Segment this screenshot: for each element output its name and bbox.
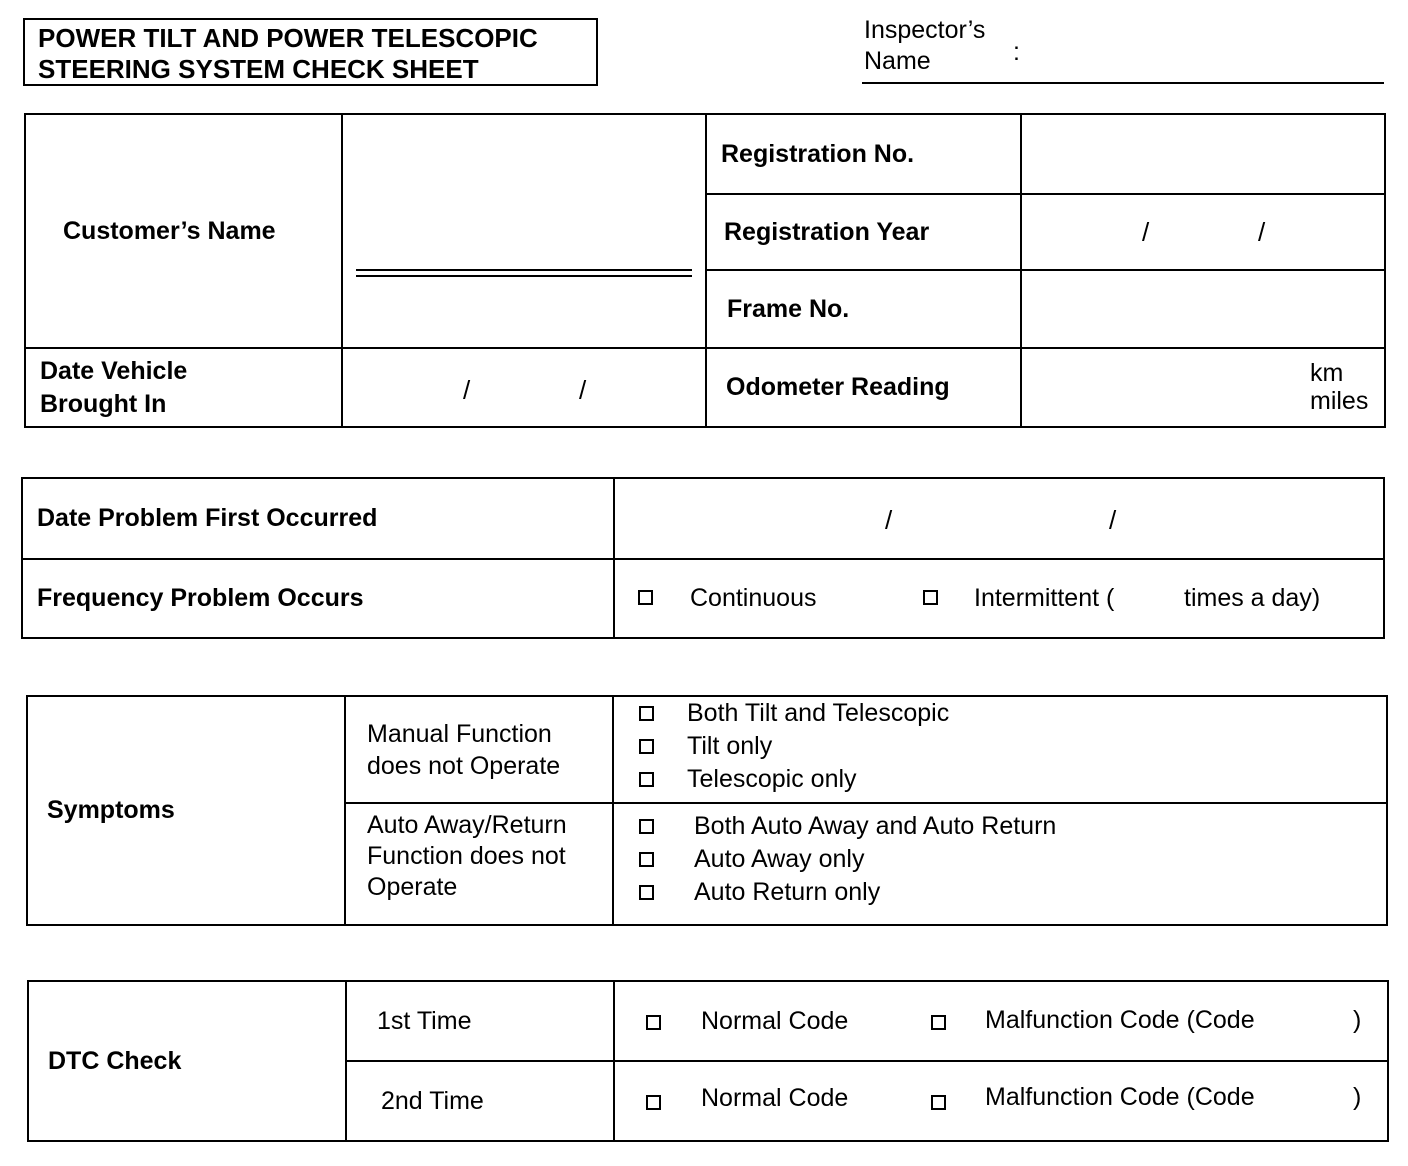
checkbox[interactable]	[639, 819, 654, 834]
date-separator: /	[463, 375, 471, 405]
option-row: Auto Return only	[639, 876, 1386, 909]
normal-code-label: Normal Code	[701, 1007, 849, 1035]
customer-name-label: Customer’s Name	[25, 114, 342, 348]
checkbox[interactable]	[639, 706, 654, 721]
date-brought-in-label: Date Vehicle Brought In	[25, 348, 342, 427]
manual-function-options	[613, 696, 1387, 803]
odometer-label: Odometer Reading	[706, 348, 1021, 427]
second-time-label: 2nd Time	[346, 1061, 614, 1141]
intermittent-checkbox[interactable]	[923, 590, 938, 605]
option-row: Telescopic only	[639, 763, 1386, 796]
normal-code-label: Normal Code	[701, 1084, 849, 1112]
date-brought-in-field[interactable]	[342, 348, 706, 427]
first-time-label: 1st Time	[346, 981, 614, 1061]
date-separator: /	[1109, 505, 1117, 535]
malfunction-code-checkbox[interactable]	[931, 1095, 946, 1110]
odometer-unit-miles: miles	[1310, 387, 1369, 415]
customer-name-field[interactable]	[342, 114, 706, 348]
normal-code-checkbox[interactable]	[646, 1095, 661, 1110]
checkbox[interactable]	[639, 772, 654, 787]
dtc-check-label: DTC Check	[28, 981, 346, 1141]
continuous-checkbox[interactable]	[638, 590, 653, 605]
times-a-day-label: times a day)	[1184, 584, 1321, 612]
manual-function-label: Manual Function does not Operate	[345, 696, 613, 803]
odometer-field[interactable]	[1021, 348, 1385, 427]
date-problem-first-field[interactable]	[614, 478, 1384, 559]
option-row: Both Tilt and Telescopic	[639, 697, 1386, 730]
checkbox[interactable]	[639, 852, 654, 867]
registration-no-field[interactable]	[1021, 114, 1385, 194]
date-separator: /	[579, 375, 587, 405]
date-separator: /	[885, 505, 893, 535]
odometer-unit-km: km	[1310, 359, 1344, 387]
intermittent-label: Intermittent (	[974, 584, 1115, 612]
auto-function-options	[613, 803, 1387, 925]
double-underline	[356, 269, 692, 277]
date-separator: /	[1142, 217, 1150, 247]
malfunction-code-checkbox[interactable]	[931, 1015, 946, 1030]
close-paren: )	[1353, 1006, 1362, 1034]
vehicle-info-table	[24, 113, 1386, 428]
malfunction-code-label: Malfunction Code (Code	[985, 1006, 1255, 1034]
frequency-label: Frequency Problem Occurs	[22, 559, 614, 638]
date-separator: /	[1258, 217, 1266, 247]
registration-no-label: Registration No.	[706, 114, 1021, 194]
second-time-options	[614, 1061, 1388, 1141]
close-paren: )	[1353, 1083, 1362, 1111]
inspector-name-label: Inspector’s Name	[864, 16, 986, 75]
frequency-options	[614, 559, 1384, 638]
malfunction-code-label: Malfunction Code (Code	[985, 1083, 1255, 1111]
checkbox[interactable]	[639, 739, 654, 754]
check-sheet-title	[23, 18, 598, 86]
option-row: Tilt only	[639, 730, 1386, 763]
registration-year-label: Registration Year	[706, 194, 1021, 270]
symptoms-table	[26, 695, 1388, 926]
frame-no-label: Frame No.	[706, 270, 1021, 348]
inspector-colon: :	[1013, 38, 1020, 66]
option-row: Both Auto Away and Auto Return	[639, 810, 1386, 843]
normal-code-checkbox[interactable]	[646, 1015, 661, 1030]
title-line-1: POWER TILT AND POWER TELESCOPIC	[38, 23, 538, 53]
frame-no-field[interactable]	[1021, 270, 1385, 348]
symptoms-label: Symptoms	[27, 696, 345, 925]
dtc-check-table	[27, 980, 1389, 1142]
problem-occurrence-table	[21, 477, 1385, 639]
date-problem-first-label: Date Problem First Occurred	[22, 478, 614, 559]
option-row: Auto Away only	[639, 843, 1386, 876]
registration-year-field[interactable]	[1021, 194, 1385, 270]
inspector-name-field[interactable]	[862, 82, 1384, 84]
auto-function-label: Auto Away/Return Function does not Operate	[345, 803, 613, 925]
checkbox[interactable]	[639, 885, 654, 900]
title-line-2: STEERING SYSTEM CHECK SHEET	[38, 54, 479, 84]
continuous-label: Continuous	[690, 584, 817, 612]
first-time-options	[614, 981, 1388, 1061]
